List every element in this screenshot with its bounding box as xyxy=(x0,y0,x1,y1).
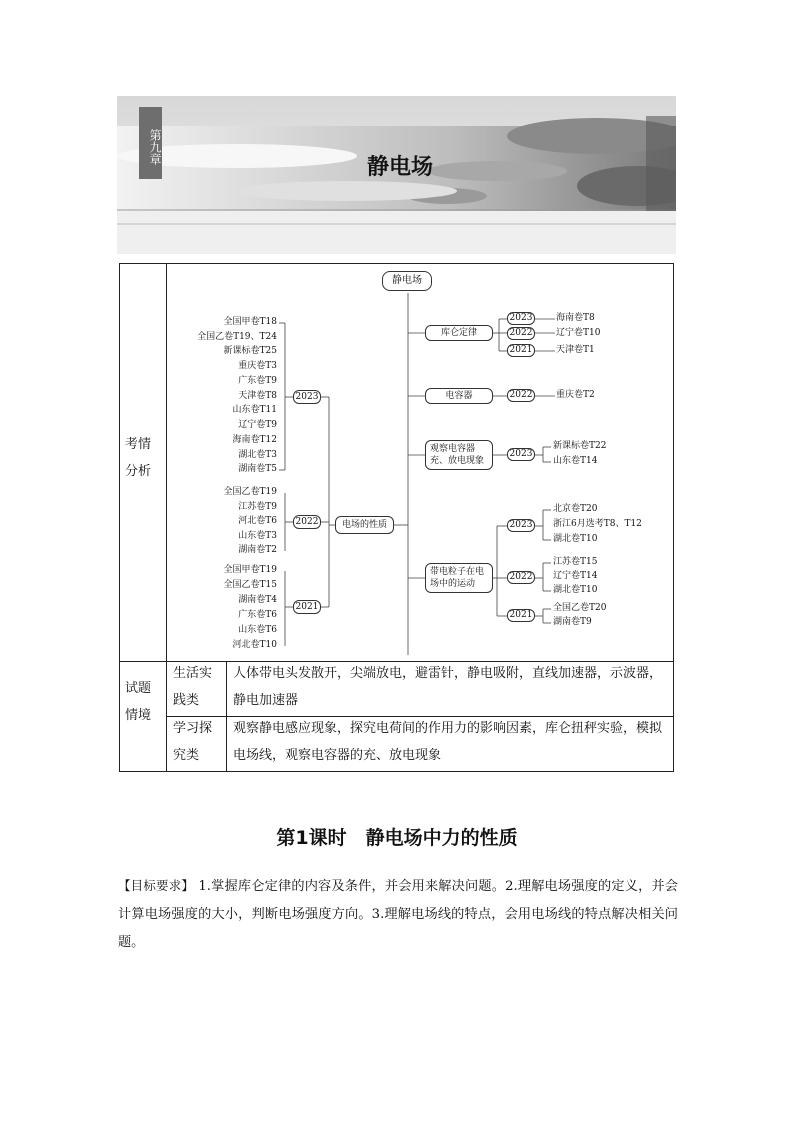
branch-coulomb: 库仑定律 xyxy=(425,325,493,341)
year-left-2023: 2023 xyxy=(293,390,321,404)
left-2023-item-8: 辽宁卷T9 xyxy=(238,420,277,430)
left-2023-item-2: 全国乙卷T19、T24 xyxy=(197,332,277,342)
left-2023-item-9: 海南卷T12 xyxy=(232,435,277,445)
motion-year-2023: 2023 xyxy=(507,519,535,532)
situation-type-2: 学习探究类 xyxy=(173,721,213,763)
left-2021-item-6: 河北卷T10 xyxy=(232,640,277,650)
mindmap-root: 静电场 xyxy=(382,271,432,291)
left-2022-item-5: 湖南卷T2 xyxy=(238,545,277,555)
situation-content-1: 人体带电头发散开，尖端放电，避雷针，静电吸附，直线加速器，示波器，静电加速器 xyxy=(233,666,663,708)
motion-year-2022: 2022 xyxy=(507,571,535,584)
left-2023-item-5: 广东卷T9 xyxy=(238,376,277,386)
left-2022-item-3: 河北卷T6 xyxy=(238,516,277,526)
motion-2022-item-3: 湖北卷T10 xyxy=(553,585,598,595)
experiment-2023-item-1: 新课标卷T22 xyxy=(553,441,607,451)
left-2023-item-7: 山东卷T11 xyxy=(232,405,277,415)
motion-year-2021: 2021 xyxy=(507,609,535,622)
motion-2023-item-2: 浙江6月选考T8、T12 xyxy=(553,519,642,529)
left-2023-item-1: 全国甲卷T18 xyxy=(223,317,277,327)
row-label-analysis-text: 考情分析 xyxy=(125,437,152,479)
branch-particle-motion: 带电粒子在电场中的运动 xyxy=(425,563,493,593)
row-label-situation xyxy=(125,675,161,729)
year-left-2022: 2022 xyxy=(293,515,321,529)
left-2022-item-1: 全国乙卷T19 xyxy=(223,487,277,497)
left-2023-item-4: 重庆卷T3 xyxy=(238,361,277,371)
situation-type-1: 生活实践类 xyxy=(173,666,213,708)
experiment-2023-item-2: 山东卷T14 xyxy=(553,456,598,466)
row-label-situation-text: 试题情境 xyxy=(125,681,152,723)
row-label-analysis xyxy=(125,431,161,485)
left-2023-item-11: 湖南卷T5 xyxy=(238,464,277,474)
left-2022-item-2: 江苏卷T9 xyxy=(238,502,277,512)
branch-capacitor-experiment: 观察电容器充、放电现象 xyxy=(425,440,493,470)
chapter-title: 静电场 xyxy=(366,155,433,180)
objective-paragraph xyxy=(118,872,678,957)
objective-text: 1.掌握库仑定律的内容及条件，并会用来解决问题。2.理解电场强度的定义，并会计算电场强度的大小，判断电场强度方向。3.理解电场线的特点，会用电场线的特点解决相关问题。 xyxy=(118,879,678,950)
capacitor-year-2022: 2022 xyxy=(507,389,535,402)
coulomb-2021-item: 天津卷T1 xyxy=(556,345,595,355)
objective-tag: 【目标要求】 xyxy=(118,878,195,893)
motion-2022-item-1: 江苏卷T15 xyxy=(553,557,598,567)
motion-2023-item-1: 北京卷T20 xyxy=(553,504,598,514)
left-2022-item-4: 山东卷T3 xyxy=(238,531,277,541)
coulomb-year-2021: 2021 xyxy=(507,344,535,357)
chapter-tab: 第九章 xyxy=(139,107,162,179)
mindmap-center-node: 电场的性质 xyxy=(335,516,394,534)
motion-2021-item-2: 湖南卷T9 xyxy=(553,617,592,627)
left-2021-item-5: 山东卷T6 xyxy=(238,625,277,635)
motion-2022-item-2: 辽宁卷T14 xyxy=(553,571,598,581)
branch-capacitor: 电容器 xyxy=(425,388,493,404)
coulomb-year-2022: 2022 xyxy=(507,327,535,340)
coulomb-year-2023: 2023 xyxy=(507,312,535,325)
left-2021-item-1: 全国甲卷T19 xyxy=(223,565,277,575)
left-2021-item-3: 湖南卷T4 xyxy=(238,595,277,605)
left-2023-item-10: 湖北卷T3 xyxy=(238,450,277,460)
left-2023-item-3: 新课标卷T25 xyxy=(223,346,277,356)
experiment-year-2023: 2023 xyxy=(507,448,535,461)
situation-content-2: 观察静电感应现象，探究电荷间的作用力的影响因素，库仑扭秤实验，模拟电场线，观察电容器的充、放电现象 xyxy=(233,721,663,763)
coulomb-2023-item: 海南卷T8 xyxy=(556,313,595,323)
year-left-2021: 2021 xyxy=(293,600,321,614)
coulomb-2022-item: 辽宁卷T10 xyxy=(556,328,601,338)
motion-2023-item-3: 湖北卷T10 xyxy=(553,534,598,544)
motion-2021-item-1: 全国乙卷T20 xyxy=(553,603,607,613)
left-2021-item-2: 全国乙卷T15 xyxy=(223,580,277,590)
exam-analysis-table xyxy=(119,263,674,772)
capacitor-2022-item: 重庆卷T2 xyxy=(556,390,595,400)
left-2023-item-6: 天津卷T8 xyxy=(238,391,277,401)
lesson-title: 第1课时 静电场中力的性质 xyxy=(276,827,518,849)
left-2021-item-4: 广东卷T6 xyxy=(238,610,277,620)
